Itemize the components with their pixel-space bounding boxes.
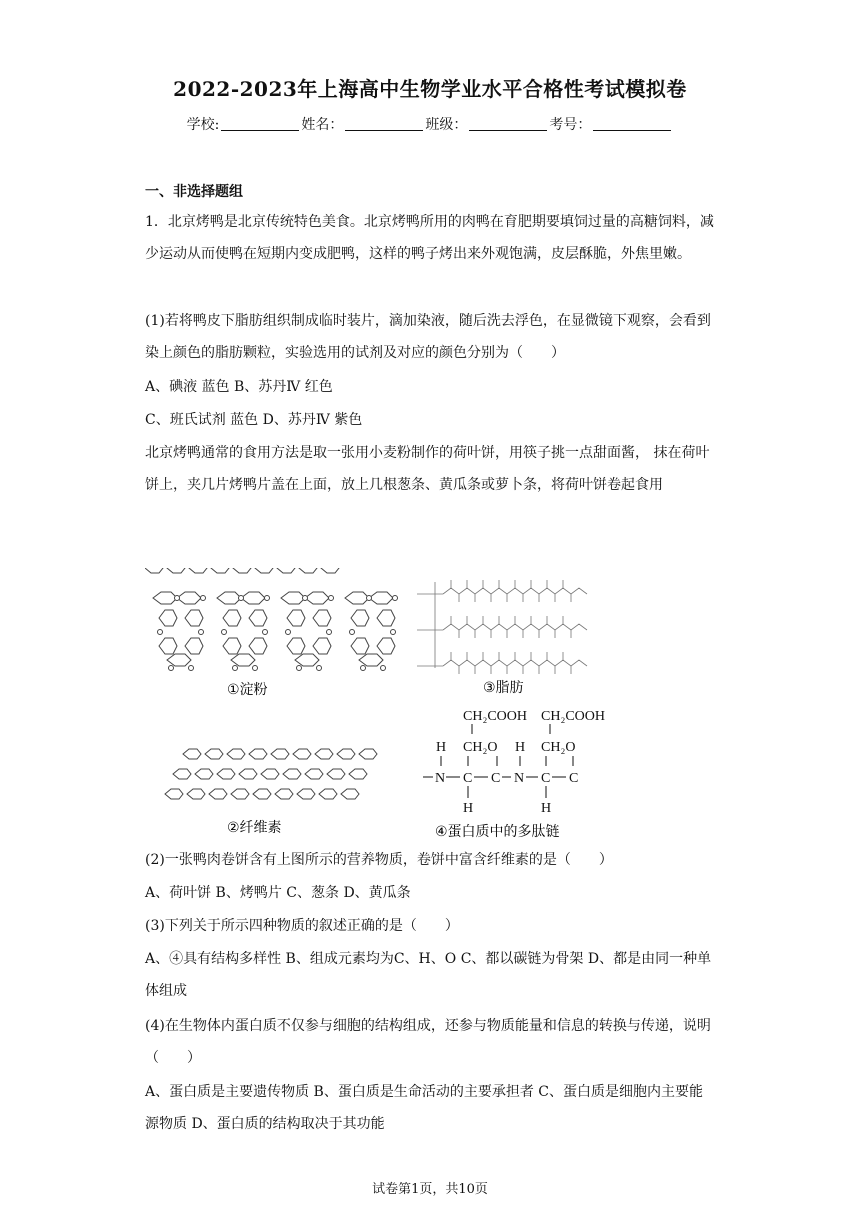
section-title: 一、非选择题组 <box>145 184 243 200</box>
question-intro: 1．北京烤鸭是北京传统特色美食。北京烤鸭所用的肉鸭在育肥期要填饲过量的高糖饲料，减少运动从而使鸭在短期内变成肥鸭，这样的鸭子烤出来外观饱满，皮层酥脆，外焦里嫩。 <box>145 214 714 262</box>
subquestion-3-options: A、④具有结构多样性 B、组成元素均为C、H、O C、都以碳链为骨架 D、都是由同一种单体组成 <box>145 951 712 999</box>
chem-n-1: N <box>435 771 446 786</box>
student-info-line <box>0 114 860 134</box>
chem-c-3: C <box>541 771 551 786</box>
chem-c-2: C <box>491 771 501 786</box>
starch-diagram <box>153 592 398 671</box>
caption-fat: ③脂肪 <box>483 680 524 696</box>
page-footer: 试卷第1页，共10页 <box>372 1182 488 1197</box>
chem-c-1: C <box>463 771 473 786</box>
chem-top-2: CH₂COOH <box>541 709 605 724</box>
chem-ch2o-2: CH₂O <box>541 740 576 755</box>
subquestion-1: (1)若将鸭皮下脂肪组织制成临时装片，滴加染液，随后洗去浮色，在显微镜下观察，会看到染上颜色的脂肪颗粒，实验选用的试剂及对应的颜色分别为（ ） <box>145 313 711 361</box>
chem-h-4: H <box>541 801 552 816</box>
subquestion-1-options-ab: A、碘液 蓝色 B、苏丹Ⅳ 红色 <box>145 379 333 395</box>
chem-top-1: CH₂COOH <box>463 709 527 724</box>
caption-cellulose: ②纤维素 <box>227 820 282 836</box>
school-label: 学校: <box>186 117 220 133</box>
class-blank <box>469 116 547 131</box>
polypeptide-diagram <box>423 709 605 816</box>
caption-starch: ①淀粉 <box>227 682 268 698</box>
passage: 北京烤鸭通常的食用方法是取一张用小麦粉制作的荷叶饼，用筷子挑一点甜面酱， 抹在荷叶饼上，夹几片烤鸭片盖在上面，放上几根葱条、黄瓜条或萝卜条，将荷叶饼卷起食用 <box>145 445 710 493</box>
caption-polypeptide: ④蛋白质中的多肽链 <box>435 824 560 840</box>
chem-h-3: H <box>463 801 474 816</box>
school-blank <box>221 116 299 131</box>
chem-c-4: C <box>569 771 579 786</box>
chem-n-2: N <box>514 771 525 786</box>
id-label: 考号： <box>549 117 592 133</box>
name-blank <box>345 116 423 131</box>
subquestion-3: (3)下列关于所示四种物质的叙述正确的是（ ） <box>145 918 459 934</box>
structures-svg <box>145 568 615 844</box>
subquestion-4-options: A、蛋白质是主要遗传物质 B、蛋白质是生命活动的主要承担者 C、蛋白质是细胞内主要能源物质 D、蛋白质的结构取决于其功能 <box>145 1084 704 1132</box>
id-blank <box>593 116 671 131</box>
fat-diagram <box>417 580 587 674</box>
chem-h-1: H <box>436 740 447 755</box>
subquestion-2: (2)一张鸭肉卷饼含有上图所示的营养物质，卷饼中富含纤维素的是（ ） <box>145 852 613 868</box>
chem-h-2: H <box>515 740 526 755</box>
name-label: 姓名： <box>301 117 344 133</box>
subquestion-1-options-cd: C、班氏试剂 蓝色 D、苏丹Ⅳ 紫色 <box>145 412 363 428</box>
class-label: 班级： <box>425 117 468 133</box>
subquestion-2-options: A、荷叶饼 B、烤鸭片 C、葱条 D、黄瓜条 <box>145 885 411 901</box>
subquestion-4: (4)在生物体内蛋白质不仅参与细胞的结构组成，还参与物质能量和信息的转换与传递，说明（ ） <box>145 1018 711 1066</box>
nutrient-structures-figure <box>145 568 615 844</box>
page-title: 2022-2023年上海高中生物学业水平合格性考试模拟卷 <box>173 77 687 101</box>
chem-ch2o-1: CH₂O <box>463 740 498 755</box>
